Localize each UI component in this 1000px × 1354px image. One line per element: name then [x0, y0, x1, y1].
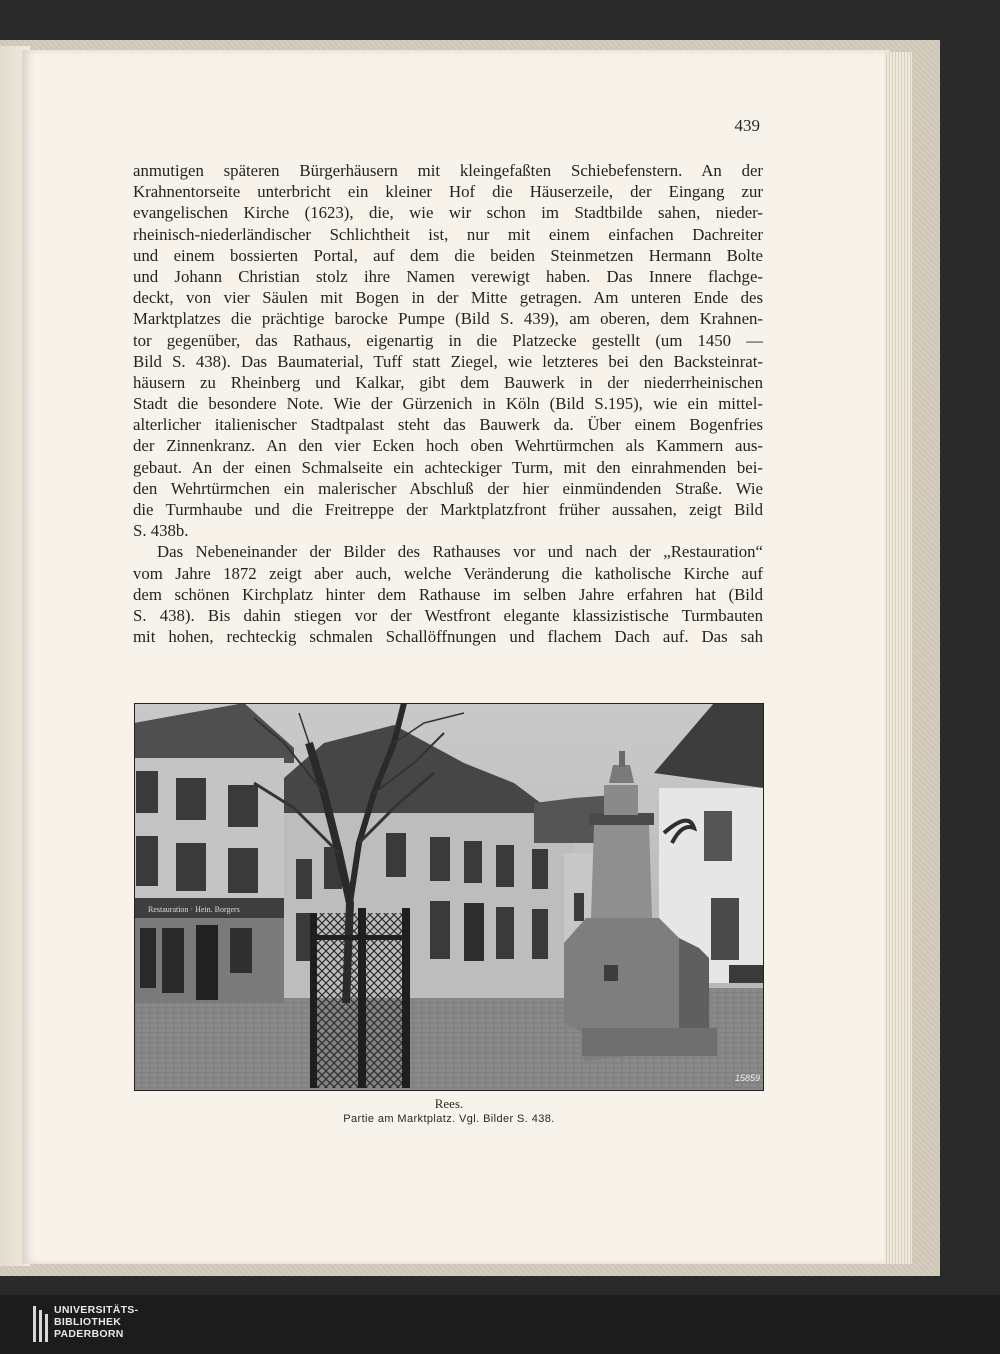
library-name	[54, 1304, 138, 1340]
plate-number: 15859	[734, 1073, 760, 1083]
text-line: deckt, von vier Säulen mit Bogen in der Mitte getragen. Am unteren Ende des	[133, 288, 763, 308]
text-line: die Turmhaube und die Freitreppe der Marktplatzfront früher aussahen, zeigt Bild	[133, 500, 763, 519]
text-line: S. 438). Bis dahin stiegen vor der Westfront elegante klassizistische Turmbauten	[133, 605, 763, 625]
text-line: der Zinnenkranz. An den vier Ecken hoch oben Wehrtürmchen als Kammern aus-	[133, 436, 763, 456]
page-number: 439	[734, 116, 760, 135]
text-line: anmutigen späteren Bürgerhäusern mit kleingefaßten Schiebefenstern. An der	[133, 161, 763, 180]
library-name-line: BIBLIOTHEK	[54, 1316, 122, 1328]
text-line: Das Nebeneinander der Bilder des Rathauses vor und nach der „Restauration“	[157, 542, 763, 562]
figure-caption-subtitle: Partie am Marktplatz. Vgl. Bilder S. 438.	[343, 1113, 555, 1125]
text-line: Stadt die besondere Note. Wie der Gürzenich in Köln (Bild S.195), wie ein mittel-	[133, 394, 763, 414]
text-line: und einem bossierten Portal, auf dem die beiden Steinmetzen Hermann Bolte	[133, 245, 763, 265]
shop-sign: Restauration · Hein. Borgers	[148, 905, 240, 914]
text-line: gebaut. An der einen Schmalseite ein achteckiger Turm, mit den einrahmenden bei-	[133, 457, 763, 477]
text-line: mit hohen, rechteckig schmalen Schallöffnungen und flachem Dach auf. Das sah	[133, 627, 763, 647]
text-line: S. 438b.	[133, 521, 189, 541]
market-square-photo	[134, 703, 764, 1091]
text-line: den Wehrtürmchen ein malerischer Abschluß der hier einmündenden Straße. Wie	[133, 478, 763, 498]
text-line: rheinisch-niederländischer Schlichtheit ist, nur mit einem einfachen Dachreiter	[133, 224, 763, 244]
text-line: Krahnentorseite unterbricht ein kleiner Hof die Häuserzeile, der Eingang zur	[133, 182, 763, 202]
library-name-line: PADERBORN	[54, 1328, 124, 1340]
figure-caption-title: Rees.	[434, 1096, 464, 1111]
page-edges	[884, 52, 912, 1264]
library-logo-icon	[32, 1306, 50, 1342]
text-line: Marktplatzes die prächtige barocke Pumpe (Bild S. 439), am oberen, dem Krahnen-	[133, 309, 763, 329]
text-line: dem schönen Kirchplatz hinter dem Rathause im selben Jahre erfahren hat (Bild	[133, 584, 763, 604]
text-line: Bild S. 438). Das Baumaterial, Tuff statt Ziegel, wie letzteres bei den Backsteinrat-	[133, 351, 763, 371]
text-line: tor gegenüber, das Rathaus, eigenartig in die Platzecke gestellt (um 1450 —	[133, 330, 763, 350]
library-name-line: UNIVERSITÄTS-	[54, 1304, 139, 1316]
text-line: häusern zu Rheinberg und Kalkar, gibt dem Bauwerk in der niederrheinischen	[133, 372, 763, 392]
library-footer	[0, 1295, 1000, 1354]
body-text	[133, 160, 763, 647]
photo-illustration	[134, 703, 764, 1091]
text-line: evangelischen Kirche (1623), die, wie wir schon im Stadtbilde sahen, nieder-	[133, 203, 763, 223]
text-line: und Johann Christian stolz ihre Namen verewigt haben. Das Innere flachge-	[133, 266, 763, 286]
text-line: vom Jahre 1872 zeigt aber auch, welche Veränderung die katholische Kirche auf	[133, 563, 763, 583]
text-line: alterlicher italienischer Stadtpalast steht das Bauwerk da. Über einem Bogenfries	[133, 415, 763, 435]
